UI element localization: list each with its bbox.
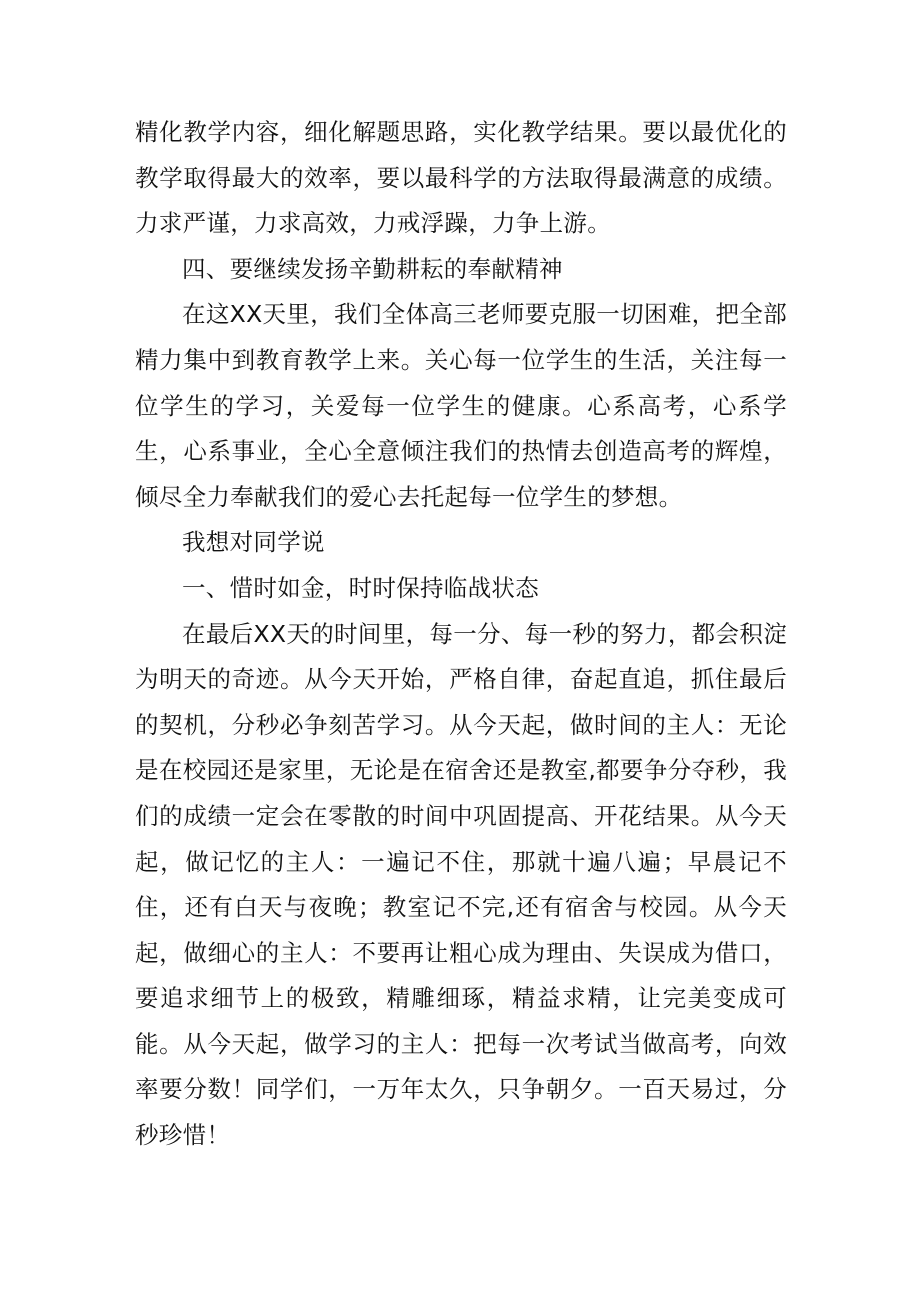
paragraph-teachers-dedication: 在这XX天里，我们全体高三老师要克服一切困难，把全部精力集中到教育教学上来。关心每一位学生的生活，关注每一位学生的学习，关爱每一位学生的健康。心系高考，心系学生，心系事业，全心全意倾注我们的热情去创造高考的辉煌，倾尽全力奉献我们的爱心去托起每一位学生的梦想。 — [135, 300, 787, 511]
paragraph-continuation: 精化教学内容，细化解题思路，实化教学结果。要以最优化的教学取得最大的效率，要以最科学的方法取得最满意的成绩。力求严谨，力求高效，力戒浮躁，力争上游。 — [135, 118, 787, 238]
document-body — [135, 110, 787, 1159]
paragraph-cherish-time: 在最后XX天的时间里，每一分、每一秒的努力，都会积淀为明天的奇迹。从今天开始，严格自律，奋起直追，抓住最后的契机，分秒必争刻苦学习。从今天起，做时间的主人：无论是在校园还是家里，无论是在宿舍还是教室,都要争分夺秒，我们的成绩一定会在零散的时间中巩固提高、开花结果。从今天起，做记忆的主人：一遍记不住，那就十遍八遍；早晨记不住，还有白天与夜晚；教室记不完,还有宿舍与校园。从今天起，做细心的主人：不要再让粗心成为理由、失误成为借口，要追求细节上的极致，精雕细琢，精益求精，让完美变成可能。从今天起，做学习的主人：把每一次考试当做高考，向效率要分数！同学们，一万年太久，只争朝夕。一百天易过，分秒珍惜！ — [135, 619, 787, 1150]
section-heading-4: 四、要继续发扬辛勤耕耘的奉献精神 — [182, 254, 563, 283]
section-heading-to-students: 我想对同学说 — [182, 528, 325, 557]
section-heading-1: 一、惜时如金，时时保持临战状态 — [182, 573, 539, 602]
